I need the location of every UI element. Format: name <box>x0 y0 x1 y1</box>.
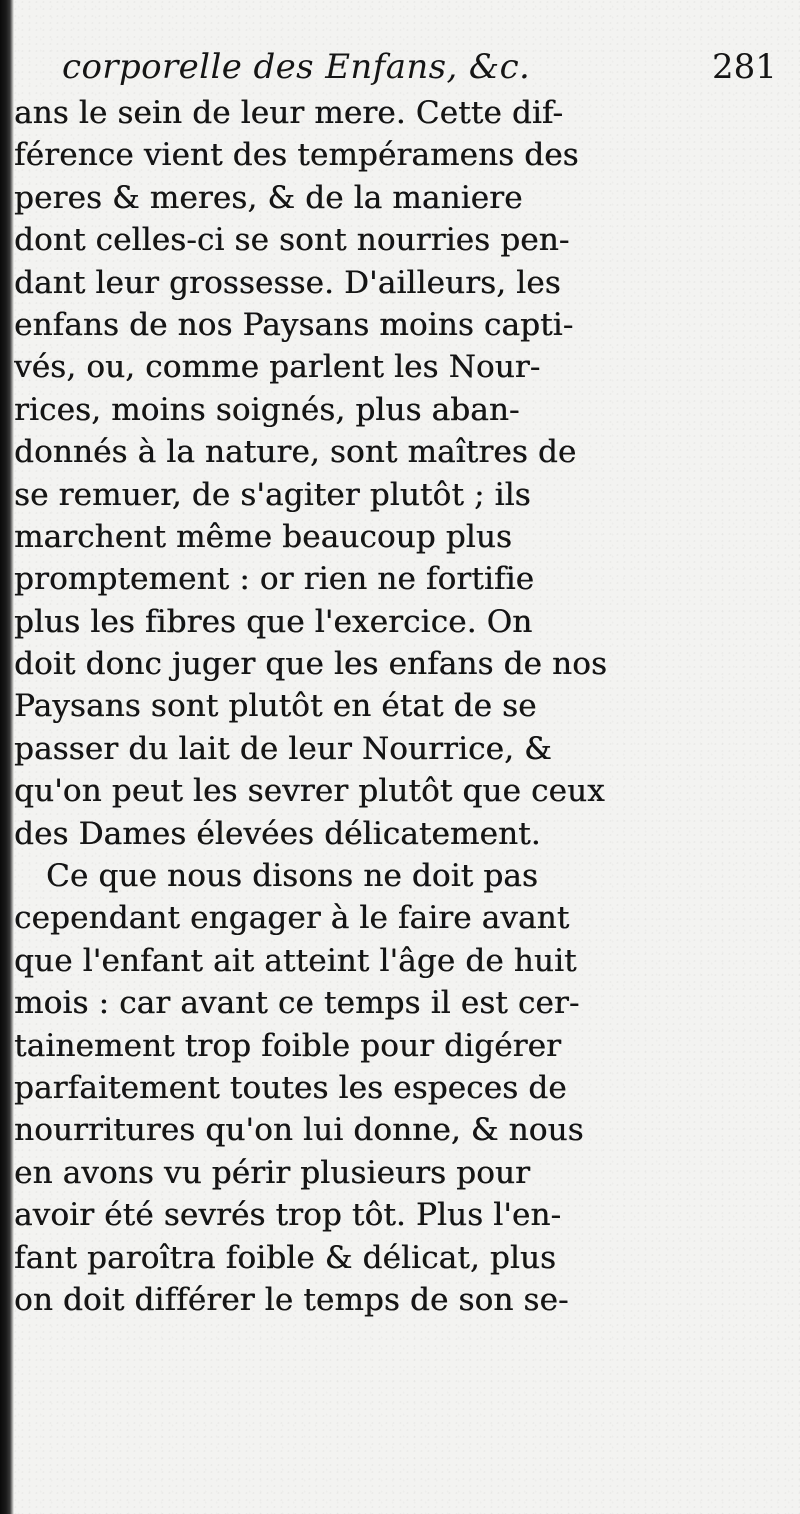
text-line: qu'on peut les sevrer plutôt que ceux <box>14 773 605 810</box>
text-line: férence vient des tempéramens des <box>14 137 579 174</box>
paragraph-start-line: Ce que nous disons ne doit pas <box>46 858 538 895</box>
text-line: fant paroîtra foible & délicat, plus <box>14 1239 557 1276</box>
text-line: passer du lait de leur Nourrice, & <box>14 730 552 767</box>
text-line: vés, ou, comme parlent les Nour- <box>14 349 541 386</box>
text-line: se remuer, de s'agiter plutôt ; ils <box>14 476 531 513</box>
body-text <box>14 92 800 1321</box>
text-line: doit donc juger que les enfans de nos <box>14 646 608 683</box>
text-line: plus les fibres que l'exercice. On <box>14 603 533 640</box>
text-line: en avons vu périr plusieurs pour <box>14 1154 531 1191</box>
running-title: corporelle des Enfans, &c. <box>62 47 531 87</box>
binding-edge <box>0 0 14 1514</box>
text-line: mois : car avant ce temps il est cer- <box>14 985 580 1022</box>
text-line: marchent même beaucoup plus <box>14 518 512 555</box>
text-line: des Dames élevées délicatement. <box>14 815 541 852</box>
text-line: que l'enfant ait atteint l'âge de huit <box>14 942 577 979</box>
text-line: enfans de nos Paysans moins capti- <box>14 306 574 343</box>
text-line: Paysans sont plutôt en état de se <box>14 688 537 725</box>
text-line: on doit différer le temps de son se- <box>14 1281 569 1318</box>
text-line: promptement : or rien ne fortifie <box>14 561 535 598</box>
text-line: tainement trop foible pour digérer <box>14 1027 562 1064</box>
text-line: ans le sein de leur mere. Cette dif- <box>14 95 564 131</box>
running-head <box>0 42 800 92</box>
text-line: cependant engager à le faire avant <box>14 900 570 937</box>
text-line: avoir été sevrés trop tôt. Plus l'en- <box>14 1197 562 1234</box>
text-line: parfaitement toutes les especes de <box>14 1069 567 1106</box>
page-number: 281 <box>712 47 777 87</box>
text-line: dant leur grossesse. D'ailleurs, les <box>14 264 561 301</box>
text-line: rices, moins soignés, plus aban- <box>14 391 520 428</box>
text-line: donnés à la nature, sont maîtres de <box>14 434 577 471</box>
text-line: dont celles-ci se sont nourries pen- <box>14 222 570 259</box>
text-line: peres & meres, & de la maniere <box>14 179 523 216</box>
text-line: nourritures qu'on lui donne, & nous <box>14 1112 584 1149</box>
